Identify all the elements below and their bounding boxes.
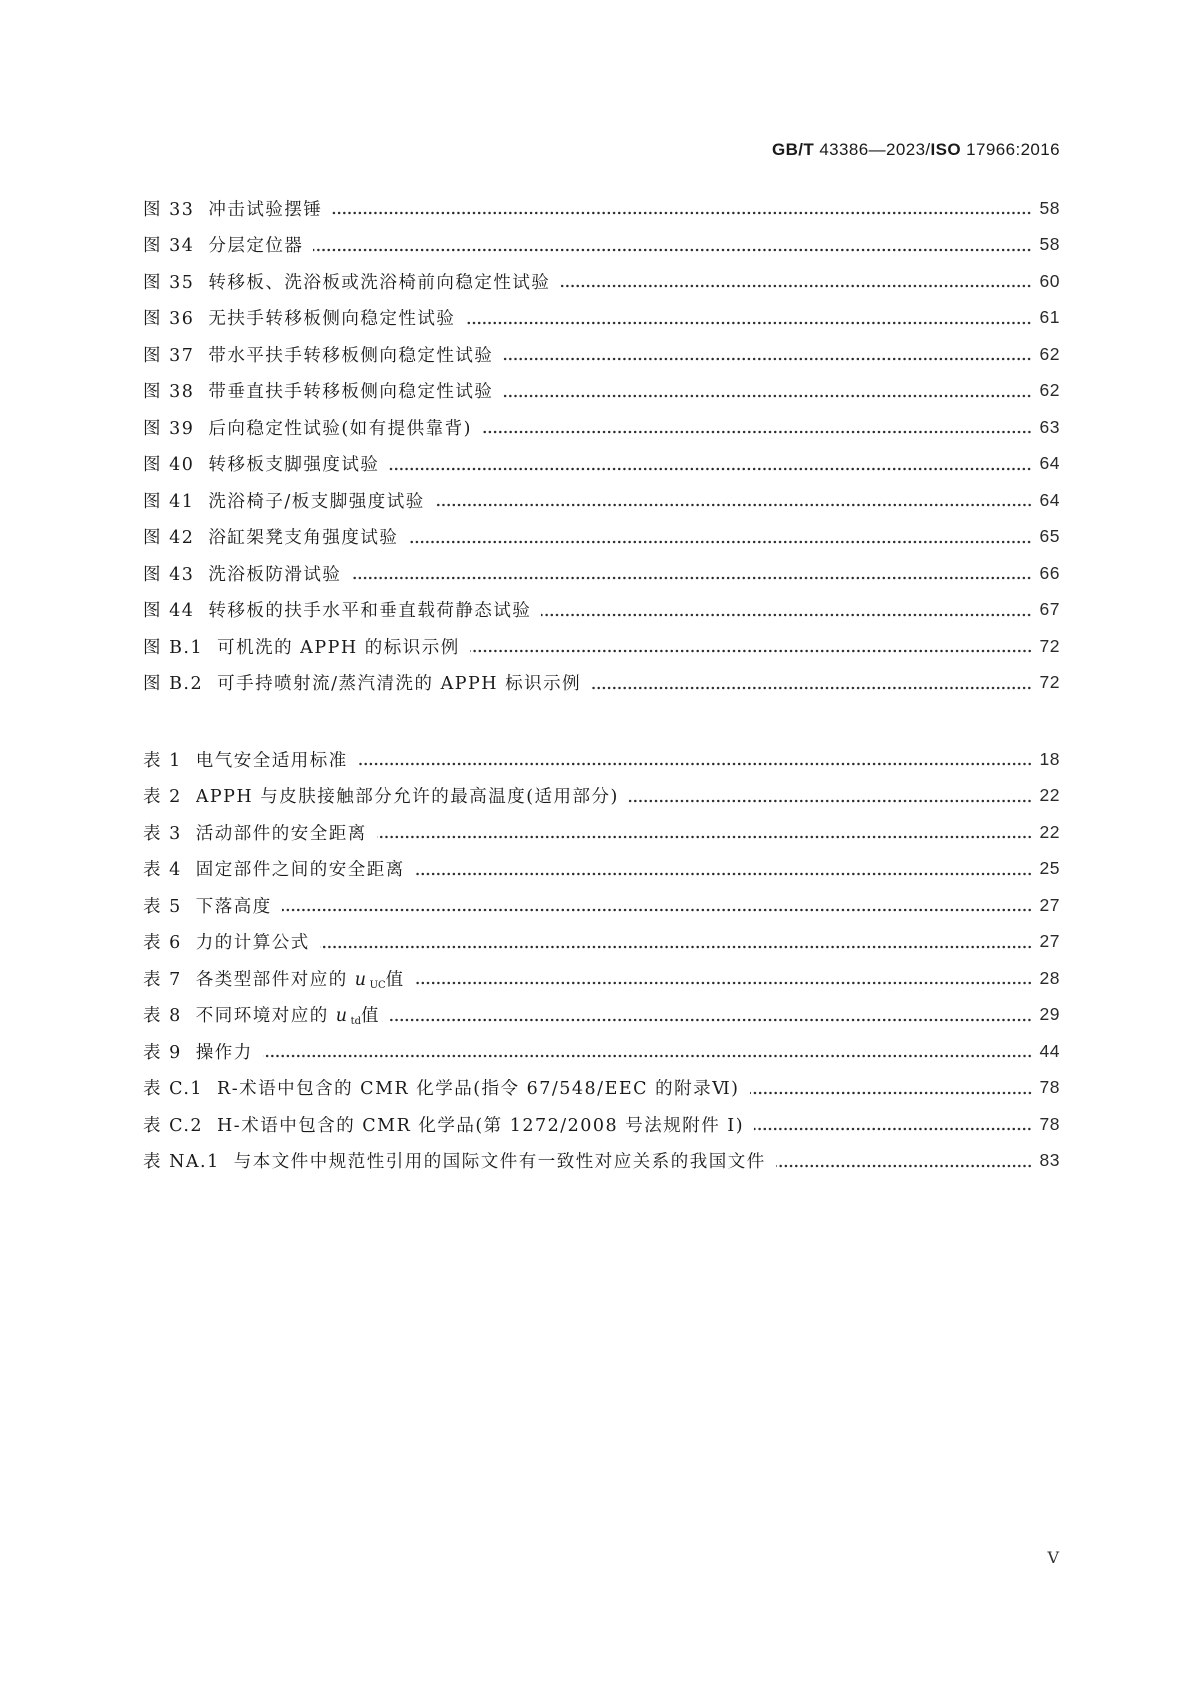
toc-label: 图 B.2 <box>143 674 204 695</box>
toc-label: 表 4 <box>143 860 182 881</box>
toc-label: 表 NA.1 <box>143 1152 220 1173</box>
toc-page-number: 58 <box>1039 234 1060 255</box>
figure-list <box>143 190 1060 701</box>
toc-entry-table[interactable] <box>143 960 1060 997</box>
toc-entry-table[interactable] <box>143 924 1060 961</box>
toc-title: 与本文件中规范性引用的国际文件有一致性对应关系的我国文件 <box>233 1152 766 1173</box>
toc-entry-figure[interactable] <box>143 592 1060 629</box>
toc-entry-figure[interactable] <box>143 482 1060 519</box>
toc-label: 图 33 <box>143 199 195 220</box>
toc-label: 图 36 <box>143 309 195 330</box>
toc-page-number: 65 <box>1039 526 1060 547</box>
dot-leader <box>776 1164 1032 1168</box>
title-suffix: 值 <box>385 969 405 990</box>
toc-entry-table[interactable] <box>143 851 1060 888</box>
toc-title: 分层定位器 <box>208 236 304 257</box>
toc-page-number: 63 <box>1039 416 1060 437</box>
dot-leader <box>470 649 1032 653</box>
toc-entry-table[interactable] <box>143 1070 1060 1107</box>
dot-leader <box>503 357 1032 361</box>
toc-page-number: 64 <box>1039 453 1060 474</box>
toc-entry-figure[interactable] <box>143 665 1060 702</box>
toc-title: 电气安全适用标准 <box>195 750 348 771</box>
toc-label: 表 8 <box>143 1006 182 1027</box>
toc-page-number: 78 <box>1039 1113 1060 1134</box>
standard-number: 43386—2023/ <box>819 140 931 159</box>
toc-label: 表 3 <box>143 823 182 844</box>
toc-page-number: 18 <box>1039 748 1060 769</box>
toc-entry-figure[interactable] <box>143 628 1060 665</box>
title-prefix: 不同环境对应的 <box>195 1006 329 1027</box>
table-list <box>143 741 1060 1179</box>
dot-leader <box>320 945 1032 949</box>
toc-title: 下落高度 <box>195 896 272 917</box>
toc-page-number: 29 <box>1039 1004 1060 1025</box>
toc-page-number: 60 <box>1039 270 1060 291</box>
dot-leader <box>560 284 1032 288</box>
toc-entry-table[interactable] <box>143 1106 1060 1143</box>
toc-label: 图 35 <box>143 272 195 293</box>
toc-title <box>196 1002 380 1027</box>
toc-entry-figure[interactable] <box>143 373 1060 410</box>
math-subscript: td <box>350 1016 361 1028</box>
toc-label: 表 2 <box>143 787 182 808</box>
toc-page-number: 66 <box>1039 562 1060 583</box>
toc-page-number: 28 <box>1039 967 1060 988</box>
iso-prefix: ISO <box>930 140 962 159</box>
toc-label: 表 C.2 <box>143 1115 204 1136</box>
dot-leader <box>408 540 1032 544</box>
toc-page-number: 44 <box>1039 1040 1060 1061</box>
toc-entry-figure[interactable] <box>143 519 1060 556</box>
toc-page-number: 25 <box>1039 858 1060 879</box>
toc-title: 可机洗的 APPH 的标识示例 <box>217 637 460 658</box>
toc-page-number: 64 <box>1039 489 1060 510</box>
iso-number: 17966:2016 <box>966 140 1060 159</box>
dot-leader <box>591 686 1032 690</box>
toc-title: R-术语中包含的 CMR 化学品(指令 67/548/EEC 的附录Ⅵ) <box>217 1079 740 1100</box>
toc-label: 表 C.1 <box>143 1079 204 1100</box>
toc-page-number: 58 <box>1039 197 1060 218</box>
dot-leader <box>358 762 1032 766</box>
toc-label: 表 6 <box>143 933 182 954</box>
toc-title: APPH 与皮肤接触部分允许的最高温度(适用部分) <box>195 787 619 808</box>
dot-leader <box>482 430 1032 434</box>
toc-entry-figure[interactable] <box>143 190 1060 227</box>
toc-title: 带垂直扶手转移板侧向稳定性试验 <box>208 382 494 403</box>
toc-label: 表 7 <box>143 969 182 990</box>
toc-title <box>196 966 405 991</box>
toc-title: 力的计算公式 <box>195 933 310 954</box>
toc-entry-figure[interactable] <box>143 446 1060 483</box>
toc-label: 图 37 <box>143 345 195 366</box>
dot-leader <box>754 1127 1032 1131</box>
dot-leader <box>332 211 1032 215</box>
dot-leader <box>390 1018 1032 1022</box>
toc-page-number: 72 <box>1039 635 1060 656</box>
dot-leader <box>435 503 1032 507</box>
toc-title: 活动部件的安全距离 <box>195 823 367 844</box>
toc-page-number: 83 <box>1039 1150 1060 1171</box>
toc-title: 带水平扶手转移板侧向稳定性试验 <box>208 345 494 366</box>
toc-entry-figure[interactable] <box>143 555 1060 592</box>
toc-page-number: 27 <box>1039 931 1060 952</box>
toc-entry-table[interactable] <box>143 741 1060 778</box>
toc-label: 表 1 <box>143 750 182 771</box>
toc-entry-figure[interactable] <box>143 263 1060 300</box>
toc-title: 固定部件之间的安全距离 <box>195 860 405 881</box>
dot-leader <box>389 467 1032 471</box>
dot-leader <box>750 1091 1032 1095</box>
toc-label: 图 43 <box>143 564 195 585</box>
toc-title: 转移板、洗浴板或洗浴椅前向稳定性试验 <box>208 272 551 293</box>
toc-label: 图 34 <box>143 236 195 257</box>
toc-entry-figure[interactable] <box>143 227 1060 264</box>
toc-page-number: 62 <box>1039 380 1060 401</box>
dot-leader <box>313 248 1032 252</box>
dot-leader <box>541 613 1032 617</box>
toc-label: 表 5 <box>143 896 182 917</box>
toc-entry-table[interactable] <box>143 778 1060 815</box>
toc-page-number: 27 <box>1039 894 1060 915</box>
math-variable: u <box>354 969 368 990</box>
toc-title: 洗浴板防滑试验 <box>208 564 342 585</box>
toc-page-number: 72 <box>1039 672 1060 693</box>
toc-page-number: 22 <box>1039 821 1060 842</box>
toc-entry-table[interactable] <box>143 887 1060 924</box>
toc-title: 无扶手转移板侧向稳定性试验 <box>208 309 456 330</box>
title-prefix: 各类型部件对应的 <box>195 969 348 990</box>
dot-leader <box>377 835 1032 839</box>
dot-leader <box>465 321 1032 325</box>
toc-page-number: 61 <box>1039 307 1060 328</box>
toc-title: 冲击试验摆锤 <box>208 199 323 220</box>
toc-entry-table[interactable] <box>143 1033 1060 1070</box>
toc-title: 操作力 <box>195 1042 253 1063</box>
toc-title: 转移板的扶手水平和垂直载荷静态试验 <box>208 601 532 622</box>
toc-entry-figure[interactable] <box>143 300 1060 337</box>
dot-leader <box>415 981 1032 985</box>
toc-title: 转移板支脚强度试验 <box>208 455 380 476</box>
toc-page-number: 22 <box>1039 785 1060 806</box>
toc-page-number: 67 <box>1039 599 1060 620</box>
toc-label: 图 41 <box>143 491 195 512</box>
dot-leader <box>282 908 1032 912</box>
dot-leader <box>415 872 1032 876</box>
toc-label: 图 44 <box>143 601 195 622</box>
toc-title: 洗浴椅子/板支脚强度试验 <box>208 491 425 512</box>
toc-label: 图 38 <box>143 382 195 403</box>
document-header <box>772 140 1060 160</box>
standard-prefix: GB/T <box>771 140 815 159</box>
toc-page-number: 62 <box>1039 343 1060 364</box>
toc-title: 可手持喷射流/蒸汽清洗的 APPH 标识示例 <box>217 674 582 695</box>
math-subscript: UC <box>369 979 386 991</box>
dot-leader <box>263 1054 1032 1058</box>
toc-label: 表 9 <box>143 1042 182 1063</box>
dot-leader <box>503 394 1032 398</box>
toc-entry-table[interactable] <box>143 997 1060 1034</box>
math-variable: u <box>335 1006 349 1027</box>
toc-entry-figure[interactable] <box>143 409 1060 446</box>
toc-page-number: 78 <box>1039 1077 1060 1098</box>
toc-entry-table[interactable] <box>143 1143 1060 1180</box>
toc-entry-table[interactable] <box>143 814 1060 851</box>
toc-label: 图 40 <box>143 455 195 476</box>
toc-title: H-术语中包含的 CMR 化学品(第 1272/2008 号法规附件 I) <box>217 1115 745 1136</box>
toc-label: 图 B.1 <box>143 637 204 658</box>
toc-entry-figure[interactable] <box>143 336 1060 373</box>
title-suffix: 值 <box>360 1006 380 1027</box>
toc-label: 图 42 <box>143 528 195 549</box>
page-number: V <box>1047 1548 1059 1567</box>
toc-label: 图 39 <box>143 418 195 439</box>
dot-leader <box>351 576 1032 580</box>
toc-title: 浴缸架凳支角强度试验 <box>208 528 399 549</box>
dot-leader <box>629 799 1032 803</box>
toc-title: 后向稳定性试验(如有提供靠背) <box>208 418 472 439</box>
